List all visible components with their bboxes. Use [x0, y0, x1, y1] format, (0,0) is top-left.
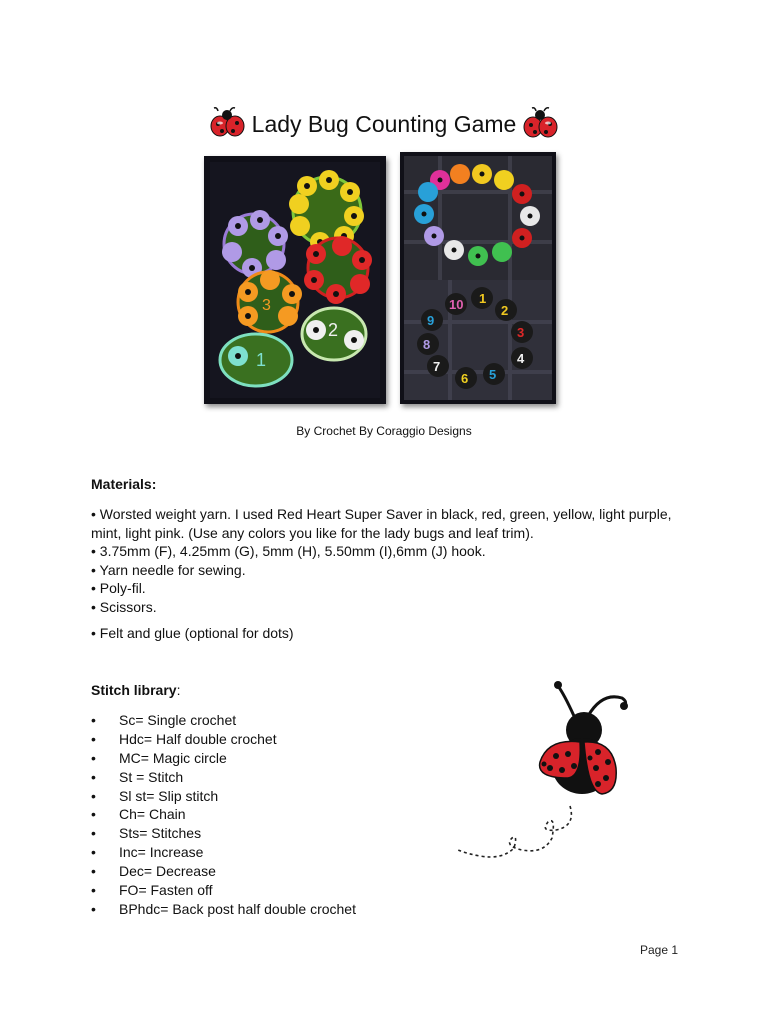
- svg-text:10: 10: [449, 297, 464, 312]
- bullet: •: [91, 844, 96, 861]
- svg-text:3: 3: [517, 325, 525, 340]
- list-item: [91, 711, 421, 730]
- bullet: •: [91, 730, 96, 747]
- list-item: [91, 805, 421, 824]
- photo-ladybug-rings: [400, 152, 556, 404]
- svg-text:9: 9: [427, 313, 435, 328]
- bullet: •: [91, 712, 96, 728]
- list-item: [91, 749, 421, 768]
- stitch-library-heading: [91, 682, 180, 698]
- ladybug-icon: [522, 106, 558, 142]
- page-number: Page 1: [640, 943, 679, 957]
- materials-item: • 3.75mm (F), 4.25mm (G), 5mm (H), 5.50mm (I),6mm (J) hook.: [91, 543, 486, 559]
- stitch-library-list: [91, 711, 421, 919]
- list-item: [91, 824, 421, 843]
- stitch-item: Sc= Single crochet: [119, 712, 237, 728]
- bullet: •: [91, 863, 96, 880]
- stitch-library-colon: :: [176, 682, 181, 698]
- list-item: [91, 787, 421, 806]
- stitch-item: MC= Magic circle: [119, 749, 227, 766]
- list-item: [91, 881, 421, 900]
- svg-text:2: 2: [501, 303, 509, 318]
- svg-text:7: 7: [433, 359, 441, 374]
- bullet: •: [91, 825, 96, 842]
- bullet: •: [91, 806, 96, 823]
- stitch-item: Hdc= Half double crochet: [119, 730, 277, 747]
- stitch-item: FO= Fasten off: [119, 882, 213, 899]
- materials-item: • Worsted weight yarn. I used Red Heart Super Saver in black, red, green, yellow, light purple, mint, light pink. (Use any colors you like for the lady bugs and leaf trim).: [91, 506, 672, 541]
- materials-item: • Poly-fil.: [91, 580, 146, 596]
- materials-item: • Scissors.: [91, 598, 157, 615]
- page-title: Lady Bug Counting Game: [251, 110, 517, 137]
- svg-text:3: 3: [262, 297, 271, 314]
- bullet: •: [91, 749, 96, 766]
- bullet: •: [91, 900, 96, 917]
- materials-list: [91, 505, 691, 643]
- bullet: •: [91, 882, 96, 899]
- svg-text:4: 4: [517, 351, 525, 366]
- list-item: [91, 862, 421, 881]
- list-item: [91, 900, 421, 919]
- byline: By Crochet By Coraggio Designs: [296, 424, 472, 438]
- svg-text:8: 8: [423, 337, 431, 352]
- ladybug-illustration: [452, 676, 632, 866]
- title-row: [0, 96, 768, 152]
- list-item: [91, 768, 421, 787]
- stitch-item: St = Stitch: [119, 768, 184, 785]
- list-item: [91, 843, 421, 862]
- materials-item: • Felt and glue (optional for dots): [91, 625, 294, 641]
- svg-text:2: 2: [328, 320, 339, 340]
- svg-text:1: 1: [256, 350, 267, 370]
- photo-ladybugs-on-leaves: [204, 156, 386, 404]
- stitch-item: Ch= Chain: [119, 806, 186, 823]
- materials-item: • Yarn needle for sewing.: [91, 561, 246, 578]
- ladybug-icon: [210, 106, 246, 142]
- svg-text:5: 5: [489, 367, 497, 382]
- stitch-item: Sts= Stitches: [119, 825, 202, 842]
- bullet: •: [91, 768, 96, 785]
- stitch-item: BPhdc= Back post half double crochet: [119, 900, 356, 917]
- svg-text:6: 6: [461, 371, 469, 386]
- stitch-item: Inc= Increase: [119, 844, 204, 861]
- bullet: •: [91, 787, 96, 804]
- svg-text:1: 1: [479, 291, 487, 306]
- list-item: [91, 730, 421, 749]
- stitch-item: Dec= Decrease: [119, 863, 216, 880]
- materials-heading: Materials:: [91, 476, 157, 492]
- stitch-library-heading-text: Stitch library: [91, 682, 177, 698]
- stitch-item: Sl st= Slip stitch: [119, 787, 219, 804]
